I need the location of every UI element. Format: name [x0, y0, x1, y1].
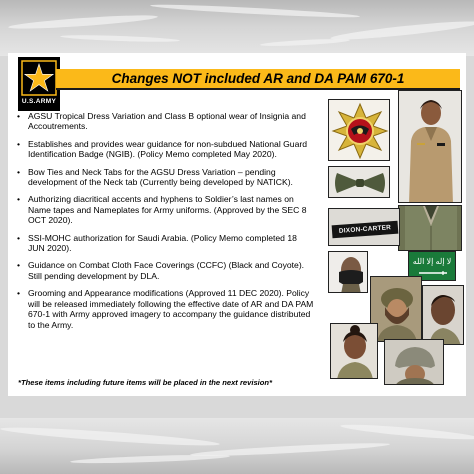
title-bar [56, 69, 460, 90]
flag-script-text: لا إله إلا الله [412, 257, 452, 266]
logo-text: U.S.ARMY [21, 98, 57, 105]
nametape-photo [328, 208, 400, 246]
bullet-item [17, 233, 315, 254]
bullet-text: Grooming and Appearance modifications (Approved 11 DEC 2020). Policy will be released immediately following the effective date of AR and DA PAM 670-1 with Army approved imagery to accompany the guidance distributed to the Army. [28, 288, 314, 330]
face-covering-icon [329, 252, 368, 293]
bullet-item [17, 288, 315, 330]
slide-title: Changes NOT included AR and DA PAM 670-1 [111, 71, 405, 86]
profile-head-icon [423, 286, 464, 345]
bullet-item [17, 167, 315, 188]
helmet-icon [385, 340, 444, 385]
grooming-photo-profile [422, 285, 464, 345]
bullet-symbol: • [17, 288, 21, 299]
bullet-item [17, 194, 315, 225]
footnote: *These items including future items will be placed in the next revision* [18, 378, 273, 387]
national-guard-badge-image [328, 99, 390, 161]
bullet-symbol: • [17, 260, 21, 271]
slide [8, 53, 466, 396]
bullet-symbol: • [17, 166, 21, 177]
grunge-top-border [0, 0, 474, 56]
bullet-text: Establishes and provides wear guidance for non-subdued National Guard Identification Badge (NGIB). (Policy Memo completed May 2020). [28, 138, 307, 160]
bullet-item [17, 111, 315, 132]
bow-tie-photo [328, 166, 390, 198]
bullet-text: Authorizing diacritical accents and hyphens to Soldier’s last names on Name tapes and Nameplates for Army uniforms. (Approved by the SEC 8 OCT 2020). [28, 194, 307, 226]
bullet-symbol: • [17, 194, 21, 205]
woman-head-icon [331, 324, 378, 379]
bullet-text: Guidance on Combat Cloth Face Coverings (CCFC) (Black and Coyote). Still pending development by DLA. [28, 260, 305, 281]
grunge-bottom-border [0, 418, 474, 474]
bullet-symbol: • [17, 138, 21, 149]
bullet-list [17, 111, 315, 337]
tropical-dress-soldier-photo [398, 90, 462, 203]
army-logo [18, 57, 60, 111]
bullet-item [17, 139, 315, 160]
nametape-text: DIXON-CARTER [332, 221, 399, 239]
bullet-text: SSI-MOHC authorization for Saudi Arabia. (Policy Memo completed 18 JUN 2020). [28, 232, 297, 254]
bow-tie-icon [329, 167, 390, 198]
army-star-icon [21, 60, 57, 96]
neck-tab-icon [399, 206, 462, 251]
bullet-text: AGSU Tropical Dress Variation and Class B optional wear of Insignia and Accoutrements. [28, 111, 306, 132]
soldier-figure-icon [399, 91, 462, 203]
face-covering-photo [328, 251, 368, 293]
bullet-item [17, 260, 315, 281]
bullet-symbol: • [17, 232, 21, 243]
helmet-soldier-icon [371, 277, 422, 342]
badge-icon [329, 100, 390, 161]
bullet-symbol: • [17, 111, 21, 121]
neck-tab-photo [398, 205, 462, 251]
grooming-photo-helmet [384, 339, 444, 385]
grooming-photo-woman [330, 323, 378, 379]
bullet-text: Bow Ties and Neck Tabs for the AGSU Dress Variation – pending development of the Neck tab (Currently being developed by NATICK). [28, 166, 293, 188]
